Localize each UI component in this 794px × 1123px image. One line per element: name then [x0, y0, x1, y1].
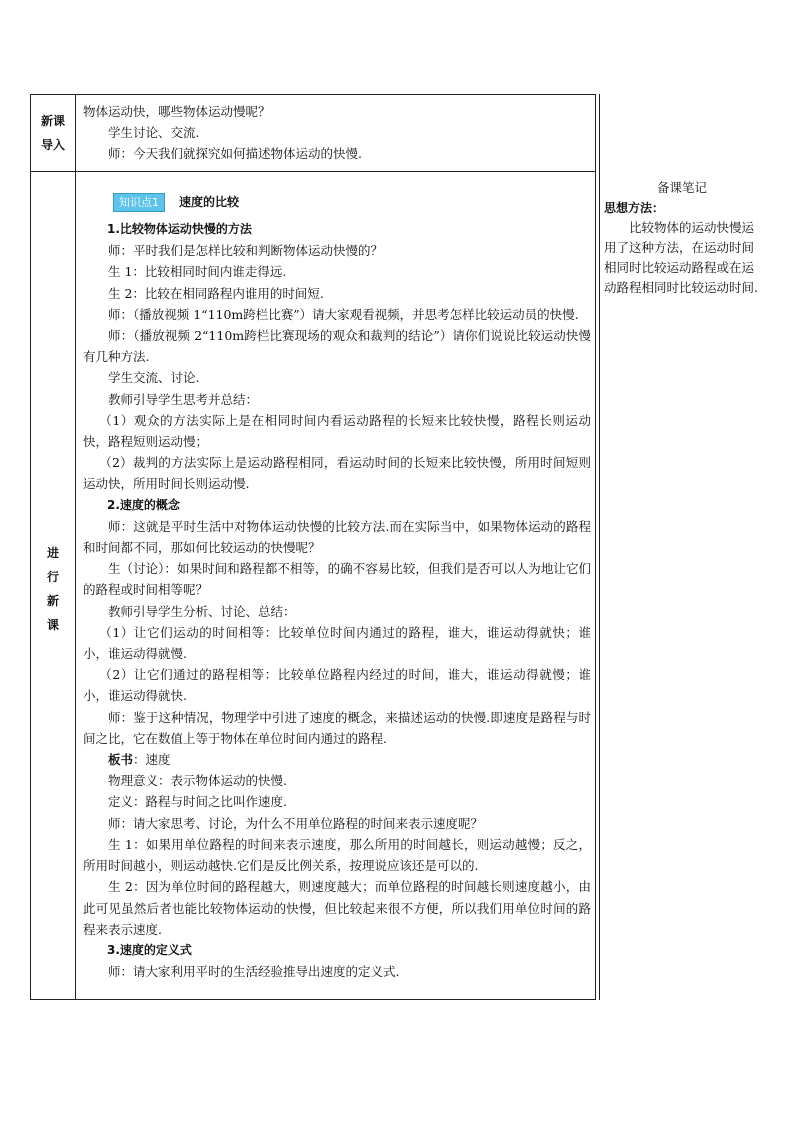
row-label-line: 新: [46, 594, 59, 608]
row-divider: [31, 171, 595, 172]
new-lesson-content: [83, 191, 591, 982]
intro-content: [83, 101, 591, 165]
paragraph: 师：（播放视频 2“110m跨栏比赛现场的观众和裁判的结论”）请你们说说比较运动快慢有几种方法.: [83, 328, 591, 365]
paragraph: 生（讨论）：如果时间和路程都不相等，的确不容易比较，但我们是否可以人为地让它们的路程或时间相等呢？: [83, 561, 591, 598]
paragraph: 学生交流、讨论.: [108, 370, 200, 386]
paragraph: 教师引导学生分析、讨论、总结：: [108, 603, 296, 619]
section-heading: 1.比较物体运动快慢的方法: [107, 222, 252, 236]
prep-notes: [604, 178, 760, 298]
row-label-new-lesson: [31, 541, 75, 637]
section-heading: 3.速度的定义式: [107, 942, 192, 957]
paragraph: （2）裁判的方法实际上是运动路程相同，看运动时间的长短来比较快慢，所用时间短则运动快，所用时间长则运动慢.: [83, 455, 591, 492]
knowledge-point-header: [113, 191, 591, 215]
paragraph: 生 1：比较相同时间内谁走得远.: [108, 264, 287, 280]
new-lesson-paragraphs: [83, 219, 591, 982]
paragraph: （1）观众的方法实际上是在相同时间内看运动路程的长短来比较快慢，路程长则运动快，路程短则运动慢；: [83, 412, 591, 450]
paragraph: 生 2：比较在相同路程内谁用的时间短.: [108, 285, 324, 301]
paragraph: 师：今天我们就探究如何描述物体运动的快慢.: [108, 146, 362, 162]
paragraph: 师：平时我们是怎样比较和判断物体运动快慢的？: [108, 243, 384, 259]
paragraph: 师：（播放视频 1“110m跨栏比赛”）请大家观看视频，并思考怎样比较运动员的快慢.: [108, 306, 579, 322]
paragraph: 学生讨论、交流.: [108, 125, 200, 141]
paragraph: 物理意义：表示物体运动的快慢.: [108, 773, 287, 789]
paragraph: 师：鉴于这种情况，物理学中引进了速度的概念，来描述运动的快慢.即速度是路程与时间之比，它在数值上等于物体在单位时间内通过的路程.: [83, 709, 591, 746]
paragraph: 师：这就是平时生活中对物体运动快慢的比较方法.而在实际当中，如果物体运动的路程和时间都不同，那如何比较运动的快慢呢？: [83, 518, 591, 556]
knowledge-point-title: 速度的比较: [178, 194, 239, 209]
notes-title: 备课笔记: [656, 180, 707, 195]
paragraph: （1）让它们运动的时间相等：比较单位时间内通过的路程，谁大，谁运动得就快；谁小，谁运动得就慢.: [83, 624, 591, 662]
row-label-line: 课: [46, 618, 59, 632]
row-label-line: 导入: [40, 138, 65, 152]
lesson-table: [30, 94, 596, 1000]
row-label-line: 新课: [40, 114, 65, 128]
paragraph: 生 2：因为单位时间的路程越大，则速度越大；而单位路程的时间越长则速度越小，由此可见虽然后者也能比较物体运动的快慢，但比较起来很不方便，所以我们用单位时间的路程来表示速度.: [83, 879, 591, 937]
paragraph: 板书：速度: [108, 752, 171, 768]
notes-body: 比较物体的运动快慢运用了这种方法，在运动时间相同时比较运动路程或在运动路程相同时比较运动时间.: [604, 220, 758, 295]
paragraph: 物体运动快，哪些物体运动慢呢？: [83, 104, 271, 119]
paragraph: 师：请大家利用平时的生活经验推导出速度的定义式.: [108, 964, 400, 980]
paragraph: 师：请大家思考、讨论，为什么不用单位路程的时间来表示速度呢？: [108, 815, 484, 831]
notes-heading: 思想方法：: [604, 201, 665, 215]
paragraph: 教师引导学生思考并总结：: [108, 391, 259, 407]
row-label-line: 进: [46, 546, 59, 560]
table-right-border: [599, 94, 600, 1000]
column-divider: [75, 95, 76, 999]
knowledge-point-badge: 知识点1: [113, 193, 165, 212]
paragraph: （2）让它们通过的路程相等：比较单位路程内经过的时间，谁大，谁运动得就慢；谁小，谁运动得就快.: [83, 667, 591, 704]
row-label-intro: [31, 109, 75, 157]
section-heading: 2.速度的概念: [107, 497, 180, 512]
row-label-line: 行: [46, 570, 59, 584]
paragraph: 生 1：如果用单位路程的时间来表示速度，那么所用的时间越长，则运动越慢；反之，所用时间越小，则运动越快.它们是反比例关系，按理说应该还是可以的.: [83, 836, 591, 874]
paragraph: 定义：路程与时间之比叫作速度.: [108, 794, 287, 810]
bold-prefix: 板书: [108, 752, 134, 768]
